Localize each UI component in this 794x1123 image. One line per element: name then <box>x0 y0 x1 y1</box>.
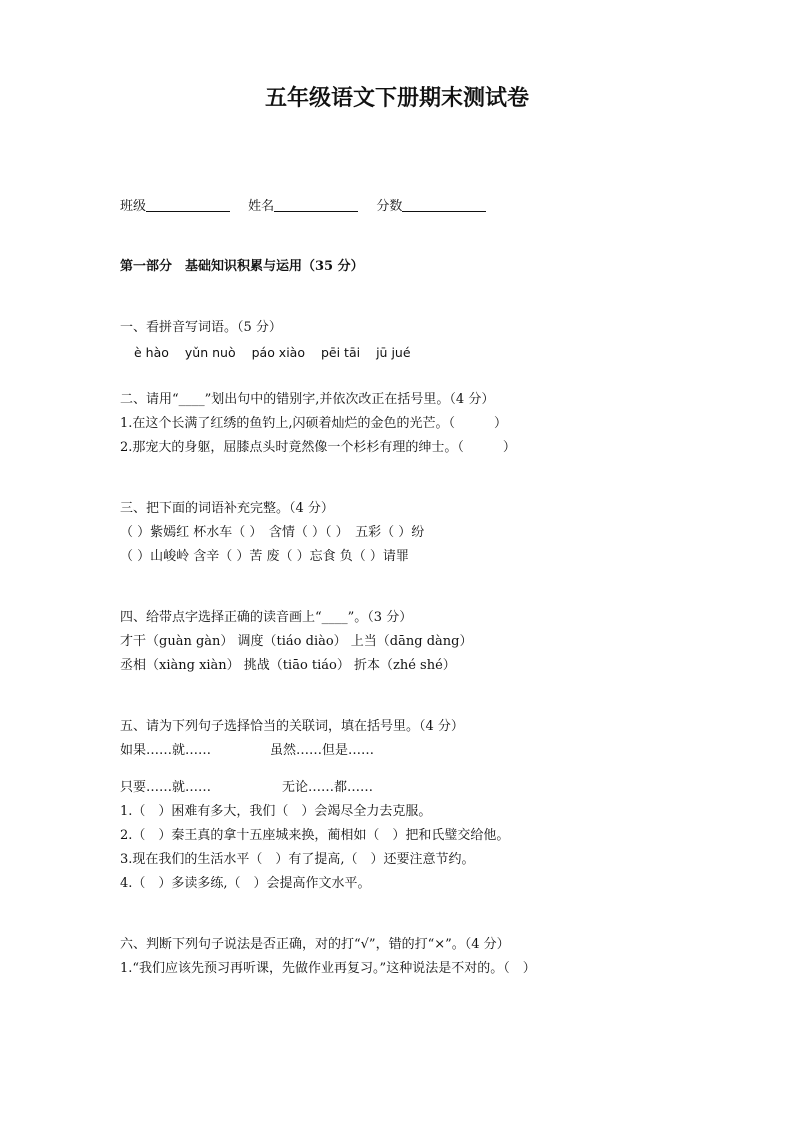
q5-option: 如果……就…… <box>120 743 212 758</box>
name-field <box>248 197 358 216</box>
q2-line: 1.在这个长满了红绣的鱼钓上,闪硕着灿烂的金色的光芒。（ ） <box>120 416 508 431</box>
q3-line: （ ）山峻岭 含辛（ ）苦 废（ ）忘食 负（ ）请罪 <box>120 549 409 564</box>
q2-heading: 二、请用“____”划出句中的错别字,并依次改正在括号里。（4 分） <box>120 392 495 407</box>
part1-heading: 第一部分 基础知识积累与运用（35 分） <box>120 259 364 274</box>
q6-line: 1.“我们应该先预习再听课，先做作业再复习。”这种说法是不对的。（ ） <box>120 961 536 976</box>
q3-heading: 三、把下面的词语补充完整。（4 分） <box>120 501 334 516</box>
score-field <box>376 197 486 216</box>
score-blank[interactable] <box>402 197 486 212</box>
q5-option: 只要……就…… <box>120 780 212 795</box>
class-field <box>120 197 230 216</box>
class-label: 班级 <box>120 199 147 214</box>
q2-line: 2.那宠大的身躯，屈膝点头时竟然像一个杉杉有理的绅士。（ ） <box>120 440 516 455</box>
pinyin-item: páo xiào <box>251 345 305 360</box>
student-info-row <box>120 197 500 216</box>
page-title: 五年级语文下册期末测试卷 <box>264 85 529 111</box>
q3-line: （ ）紫嫣红 杯水车（ ） 含情（ ）（ ） 五彩（ ）纷 <box>120 525 425 540</box>
q1-heading: 一、看拼音写词语。（5 分） <box>120 320 282 335</box>
q5-line: 4.（ ）多读多练,（ ）会提高作文水平。 <box>120 876 371 891</box>
pinyin-item: yǔn nuò <box>184 345 236 360</box>
q4-heading: 四、给带点字选择正确的读音画上“____”。（3 分） <box>120 610 413 625</box>
name-label: 姓名 <box>248 199 275 214</box>
class-blank[interactable] <box>146 197 230 212</box>
q6-heading: 六、判断下列句子说法是否正确，对的打“√”，错的打“×”。（4 分） <box>120 937 510 952</box>
q5-line: 1.（ ）困难有多大，我们（ ）会竭尽全力去克服。 <box>120 804 432 819</box>
q4-line: 丞相（xiàng xiàn） 挑战（tiāo tiáo） 折本（zhé shé） <box>120 658 456 673</box>
q5-option: 虽然……但是…… <box>270 743 375 758</box>
q5-line: 2.（ ）秦王真的拿十五座城来换，蔺相如（ ）把和氏璧交给他。 <box>120 828 510 843</box>
pinyin-item: pēi tāi <box>320 345 361 360</box>
q4-line: 才干（guàn gàn） 调度（tiáo diào） 上当（dāng dàng） <box>120 634 473 649</box>
pinyin-item: è hào <box>134 345 169 360</box>
q5-option: 无论……都…… <box>282 780 374 795</box>
pinyin-item: jū jué <box>376 345 411 360</box>
q1-pinyin-row <box>134 344 423 362</box>
q5-line: 3.现在我们的生活水平（ ）有了提高,（ ）还要注意节约。 <box>120 852 475 867</box>
score-label: 分数 <box>376 199 403 214</box>
name-blank[interactable] <box>274 197 358 212</box>
q5-heading: 五、请为下列句子选择恰当的关联词，填在括号里。（4 分） <box>120 719 464 734</box>
